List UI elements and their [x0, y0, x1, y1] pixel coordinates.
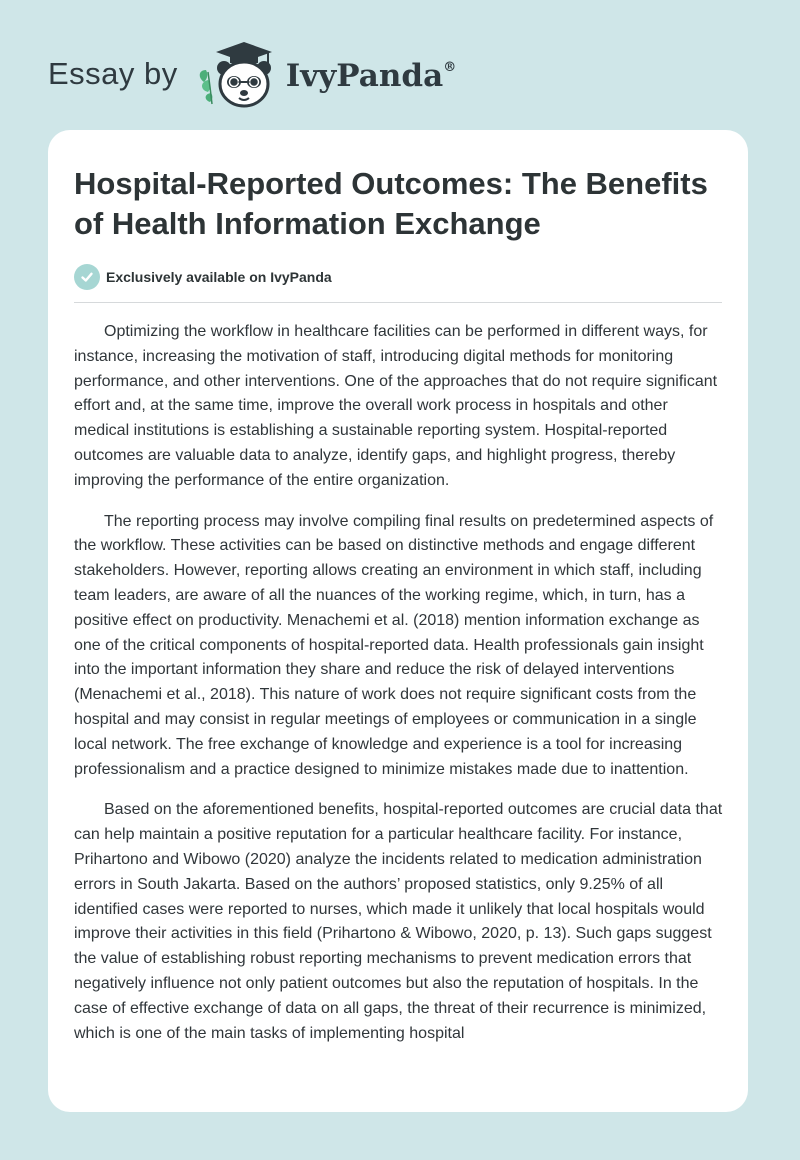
paragraph: Optimizing the workflow in healthcare facilities can be performed in different ways, for instance, increasing the motivation of staff, introducing digital methods for monitoring performance, and other interventions. One of the approaches that do not require significant effort and, at the same time, improve the overall work process in hospitals and other medical institutions is establishing a sustainable reporting system. Hospital-reported outcomes are valuable data to analyze, identify gaps, and highlight progress, thereby improving the performance of the entire organization.: [74, 323, 718, 489]
exclusive-label: Exclusively available on IvyPanda: [106, 269, 332, 285]
exclusive-badge: [74, 264, 332, 290]
ivypanda-logo-icon[interactable]: [194, 38, 286, 110]
paragraph: The reporting process may involve compiling final results on predetermined aspects of the workflow. These activities can be based on distinctive methods and engage different stakeholders. However, reporting allows creating an environment in which staff, including team leaders, are aware of all the nuances of the working regime, which, in turn, has a positive effect on productivity. Menachemi et al. (2018) mention information exchange as one of the critical components of hospital-reported data. Health professionals gain insight into the important information they share and reduce the risk of delayed interventions (Menachemi et al., 2018). This nature of work does not require significant costs from the hospital and may consist in regular meetings of employees or communication in a single local network. The free exchange of knowledge and experience is a tool for increasing professionalism and a practice designed to minimize mistakes made due to inattention.: [74, 512, 714, 778]
essay-body: [74, 320, 726, 1062]
registered-mark: ®: [443, 59, 457, 75]
check-icon: [74, 264, 100, 290]
divider: [74, 302, 722, 303]
brand-name[interactable]: IvyPanda®: [285, 58, 457, 94]
site-header: [48, 38, 548, 110]
paragraph: Based on the aforementioned benefits, hospital-reported outcomes are crucial data that can help maintain a positive reputation for a particular healthcare facility. For instance, Prihartono and Wibowo (2020) analyze the incidents related to medication administration errors in South Jakarta. Based on the authors’ proposed statistics, only 9.25% of all identified cases were reported to nurses, which made it unlikely that local hospitals would improve their activities in this field (Prihartono & Wibowo, 2020, p. 13). Such gaps suggest the value of establishing robust reporting mechanisms to prevent medication errors that negatively influence not only patient outcomes but also the reputation of hospitals. In the case of effective exchange of data on all gaps, the threat of their recurrence is minimized, which is one of the main tasks of implementing hospital: [74, 801, 723, 1042]
essay-title: Hospital-Reported Outcomes: The Benefits of Health Information Exchange: [74, 166, 708, 241]
essay-card: [48, 130, 748, 1112]
essay-by-label: Essay by: [48, 56, 178, 91]
